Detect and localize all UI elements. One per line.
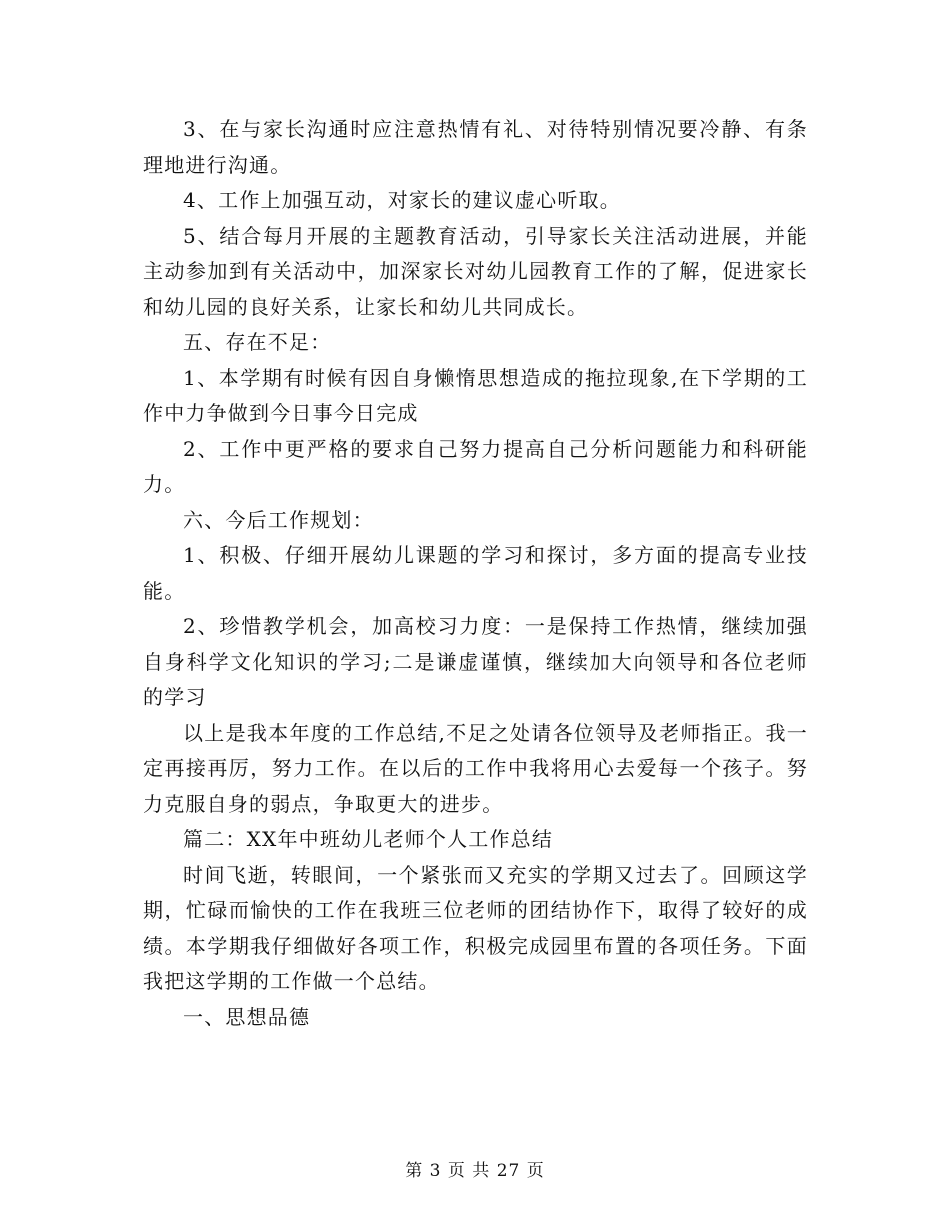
page-number-footer: 第 3 页 共 27 页 [405,1161,545,1181]
document-body [143,112,808,1035]
heading-ideology: 一、思想品德 [183,1004,311,1029]
paragraph-plan-1: 1、积极、仔细开展幼儿课题的学习和探讨，多方面的提高专业技能。 [143,543,808,603]
paragraph-theme-activities: 5、结合每月开展的主题教育活动，引导家长关注活动进展，并能主动参加到有关活动中，加深家长对幼儿园教育工作的了解，促进家长和幼儿园的良好关系，让家长和幼儿共同成长。 [143,223,808,319]
paragraph-parent-communication: 3、在与家长沟通时应注意热情有礼、对待特别情况要冷静、有条理地进行沟通。 [143,117,808,177]
paragraph-shortcoming-2: 2、工作中更严格的要求自己努力提高自己分析问题能力和科研能力。 [143,436,808,496]
paragraph-shortcoming-1: 1、本学期有时候有因自身懒惰思想造成的拖拉现象,在下学期的工作中力争做到今日事今日完成 [143,365,808,425]
heading-shortcomings: 五、存在不足： [183,330,332,354]
paragraph-conclusion: 以上是我本年度的工作总结,不足之处请各位领导及老师指正。我一定再接再厉，努力工作。在以后的工作中我将用心去爱每一个孩子。努力克服自身的弱点，争取更大的进步。 [143,720,808,816]
paragraph-plan-2: 2、珍惜教学机会，加高校习力度：一是保持工作热情，继续加强自身科学文化知识的学习;二是谦虚谨慎，继续加大向领导和各位老师的学习 [143,614,808,709]
heading-future-plan: 六、今后工作规划： [183,507,374,532]
heading-article-two: 篇二：XX年中班幼儿老师个人工作总结 [183,827,554,851]
paragraph-article-two-intro: 时间飞逝，转眼间，一个紧张而又充实的学期又过去了。回顾这学期，忙碌而愉快的工作在我班三位老师的团结协作下，取得了较好的成绩。本学期我仔细做好各项工作，积极完成园里布置的各项任务。下面我把这学期的工作做一个总结。 [143,862,808,993]
paragraph-interaction: 4、工作上加强互动，对家长的建议虚心听取。 [183,188,621,212]
